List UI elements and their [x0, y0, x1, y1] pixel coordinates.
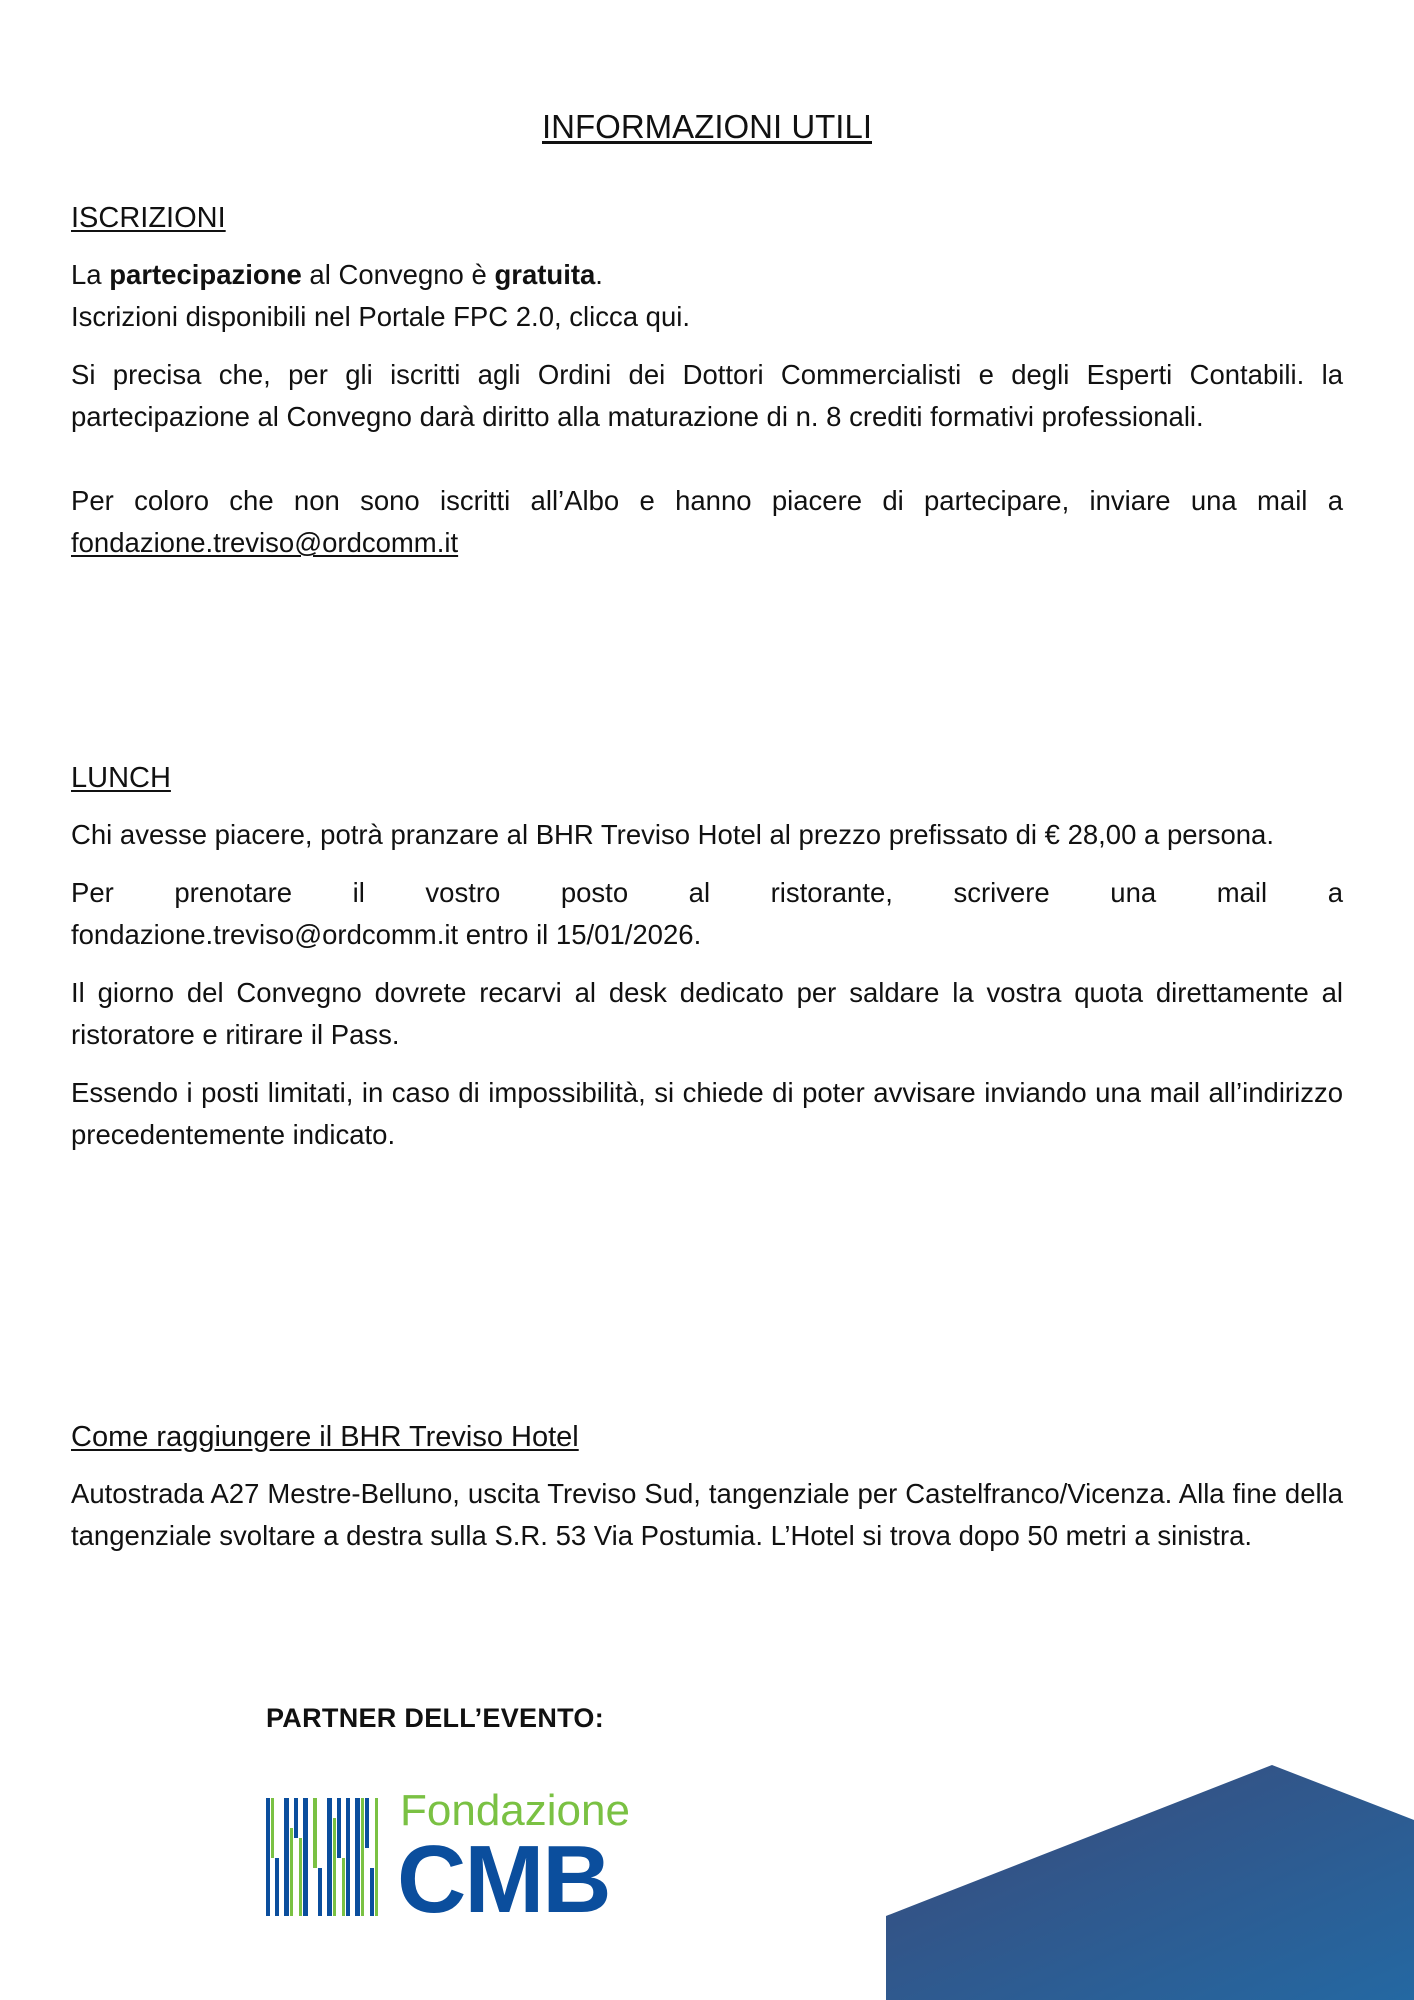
- logo-bar: [370, 1868, 374, 1916]
- logo-bar: [290, 1828, 293, 1916]
- lunch-desk-text: Il giorno del Convegno dovrete recarvi al desk dedicato per saldare la vostra quota direttamente al ristoratore e ritirare il Pass.: [71, 977, 1343, 1050]
- lunch-heading: LUNCH: [71, 762, 171, 794]
- fondazione-cmb-logo: [266, 1786, 630, 1933]
- lunch-cancel-text: Essendo i posti limitati, in caso di impossibilità, si chiede di poter avvisare inviando una mail all’indirizzo precedentemente indicato.: [71, 1077, 1343, 1150]
- logo-bar: [294, 1798, 298, 1838]
- page-title: INFORMAZIONI UTILI: [542, 108, 872, 145]
- bold-partecipazione: partecipazione: [109, 259, 302, 290]
- logo-bar: [327, 1798, 332, 1916]
- logo-bar: [375, 1798, 378, 1916]
- corner-decoration-shape: [886, 1760, 1414, 2000]
- logo-bar: [275, 1858, 279, 1916]
- section-lunch: [71, 758, 1343, 1156]
- text-fragment: La: [71, 259, 110, 290]
- logo-bar: [337, 1798, 341, 1858]
- directions-text: Autostrada A27 Mestre-Belluno, uscita Treviso Sud, tangenziale per Castelfranco/Vicenza. Alla fine della tangenziale svoltare a destra sulla S.R. 53 Via Postumia. L’Hotel si trova dopo 50 metri a sinistra.: [71, 1478, 1343, 1551]
- lunch-booking-line2: fondazione.treviso@ordcomm.it entro il 15/01/2026.: [71, 919, 702, 950]
- barcode-logo-icon: [266, 1798, 390, 1920]
- directions-heading: Come raggiungere il BHR Treviso Hotel: [71, 1421, 579, 1453]
- logo-bar: [303, 1798, 308, 1916]
- iscrizioni-heading: ISCRIZIONI: [71, 202, 226, 234]
- partner-heading: PARTNER DELL’EVENTO:: [266, 1703, 605, 1733]
- section-directions: [71, 1417, 1343, 1557]
- text-fragment: .: [595, 259, 603, 290]
- iscrizioni-email-para: [71, 522, 1343, 564]
- text-fragment: al Convegno è: [301, 259, 495, 290]
- iscrizioni-credits-text: Si precisa che, per gli iscritti agli Ordini dei Dottori Commercialisti e degli Esperti Contabili. la partecipazione al Convegno darà diritto alla maturazione di n. 8 crediti formativi professionali.: [71, 359, 1343, 432]
- logo-bar: [355, 1798, 360, 1916]
- logo-bar: [299, 1838, 302, 1916]
- email-link[interactable]: fondazione.treviso@ordcomm.it: [71, 527, 459, 558]
- iscrizioni-portal-link-text[interactable]: Iscrizioni disponibili nel Portale FPC 2.0, clicca qui.: [71, 301, 691, 332]
- logo-bar: [313, 1798, 317, 1868]
- logo-word-cmb: CMB: [397, 1826, 610, 1933]
- logo-bar: [361, 1798, 364, 1916]
- logo-bar: [284, 1798, 289, 1916]
- lunch-price-text: Chi avesse piacere, potrà pranzare al BHR Treviso Hotel al prezzo prefissato di € 28,00 a persona.: [71, 819, 1274, 850]
- logo-bar: [318, 1868, 322, 1916]
- logo-bar: [346, 1798, 350, 1916]
- logo-word-fondazione: Fondazione: [400, 1786, 630, 1835]
- lunch-booking-line1: Per prenotare il vostro posto al ristorante, scrivere una mail a: [71, 877, 1343, 908]
- section-iscrizioni: [71, 198, 1343, 564]
- iscrizioni-non-members-text: Per coloro che non sono iscritti all’Albo e hanno piacere di partecipare, inviare una mail a: [71, 485, 1343, 516]
- logo-bar: [266, 1798, 270, 1916]
- logo-bar: [342, 1858, 345, 1916]
- bold-gratuita: gratuita: [494, 259, 596, 290]
- logo-bar: [333, 1818, 336, 1916]
- iscrizioni-participation-text: [71, 254, 1343, 296]
- logo-bar: [271, 1798, 274, 1858]
- logo-bar: [365, 1798, 369, 1848]
